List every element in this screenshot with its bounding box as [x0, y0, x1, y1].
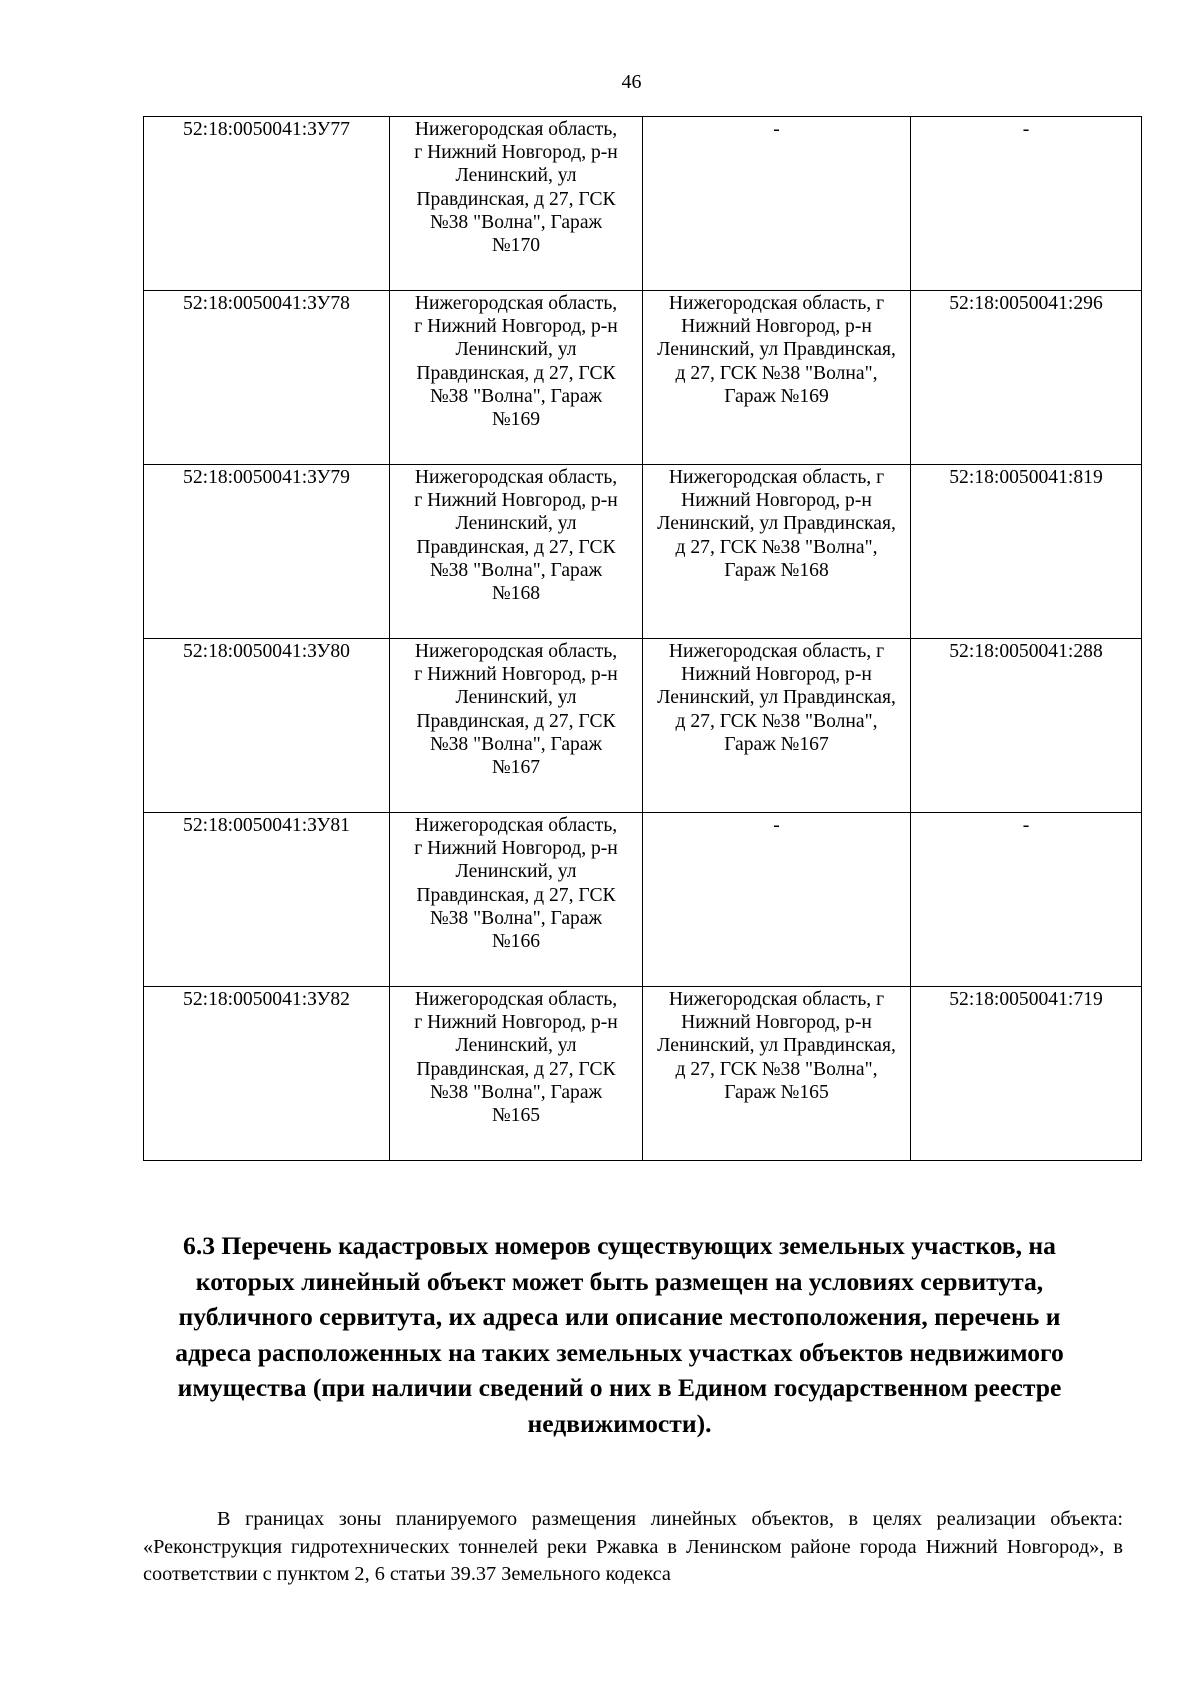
object-number-cell: 52:18:0050041:288 [911, 639, 1142, 813]
cadastral-number-cell: 52:18:0050041:ЗУ78 [144, 291, 390, 465]
parcel-address-cell: Нижегородская область, г Нижний Новгород, р-н Ленинский, ул Правдинская, д 27, ГСК №38 "Волна", Гараж №168 [390, 465, 643, 639]
page-number: 46 [621, 71, 642, 93]
parcels-table [143, 116, 1142, 1161]
table-row [144, 813, 1142, 987]
object-address-cell: - [643, 117, 911, 291]
parcel-address-cell: Нижегородская область, г Нижний Новгород, р-н Ленинский, ул Правдинская, д 27, ГСК №38 "Волна", Гараж №169 [390, 291, 643, 465]
table-row [144, 639, 1142, 813]
parcel-address-cell: Нижегородская область, г Нижний Новгород, р-н Ленинский, ул Правдинская, д 27, ГСК №38 "Волна", Гараж №167 [390, 639, 643, 813]
table-row [144, 465, 1142, 639]
object-address-cell: Нижегородская область, г Нижний Новгород, р-н Ленинский, ул Правдинская, д 27, ГСК №38 "Волна", Гараж №165 [643, 987, 911, 1161]
cadastral-number-cell: 52:18:0050041:ЗУ82 [144, 987, 390, 1161]
object-number-cell: 52:18:0050041:719 [911, 987, 1142, 1161]
object-address-cell: Нижегородская область, г Нижний Новгород, р-н Ленинский, ул Правдинская, д 27, ГСК №38 "Волна", Гараж №168 [643, 465, 911, 639]
parcel-address-cell: Нижегородская область, г Нижний Новгород, р-н Ленинский, ул Правдинская, д 27, ГСК №38 "Волна", Гараж №165 [390, 987, 643, 1161]
object-address-cell: Нижегородская область, г Нижний Новгород, р-н Ленинский, ул Правдинская, д 27, ГСК №38 "Волна", Гараж №167 [643, 639, 911, 813]
object-number-cell: - [911, 117, 1142, 291]
table-row [144, 291, 1142, 465]
object-address-cell: - [643, 813, 911, 987]
cadastral-number-cell: 52:18:0050041:ЗУ77 [144, 117, 390, 291]
parcel-address-cell: Нижегородская область, г Нижний Новгород, р-н Ленинский, ул Правдинская, д 27, ГСК №38 "Волна", Гараж №170 [390, 117, 643, 291]
body-paragraph: В границах зоны планируемого размещения линейных объектов, в целях реализации объекта: «Реконструкция гидротехнических тоннелей реки Ржавка в Ленинском районе города Нижний Новгород», в соответствии с пунктом 2, 6 статьи 39.37 Земельного кодекса [143, 1508, 1123, 1586]
table-row [144, 987, 1142, 1161]
cadastral-number-cell: 52:18:0050041:ЗУ79 [144, 465, 390, 639]
cadastral-number-cell: 52:18:0050041:ЗУ80 [144, 639, 390, 813]
object-number-cell: - [911, 813, 1142, 987]
object-number-cell: 52:18:0050041:296 [911, 291, 1142, 465]
parcel-address-cell: Нижегородская область, г Нижний Новгород, р-н Ленинский, ул Правдинская, д 27, ГСК №38 "Волна", Гараж №166 [390, 813, 643, 987]
object-address-cell: Нижегородская область, г Нижний Новгород, р-н Ленинский, ул Правдинская, д 27, ГСК №38 "Волна", Гараж №169 [643, 291, 911, 465]
object-number-cell: 52:18:0050041:819 [911, 465, 1142, 639]
section-heading: 6.3 Перечень кадастровых номеров существующих земельных участков, на которых линейный объект может быть размещен на условиях сервитута, публичного сервитута, их адреса или описание местоположения, перечень и адреса расположенных на таких земельных участках объектов недвижимого имущества (при наличии сведений о них в Едином государственном реестре недвижимости). [175, 1231, 1064, 1438]
table-row [144, 117, 1142, 291]
cadastral-number-cell: 52:18:0050041:ЗУ81 [144, 813, 390, 987]
